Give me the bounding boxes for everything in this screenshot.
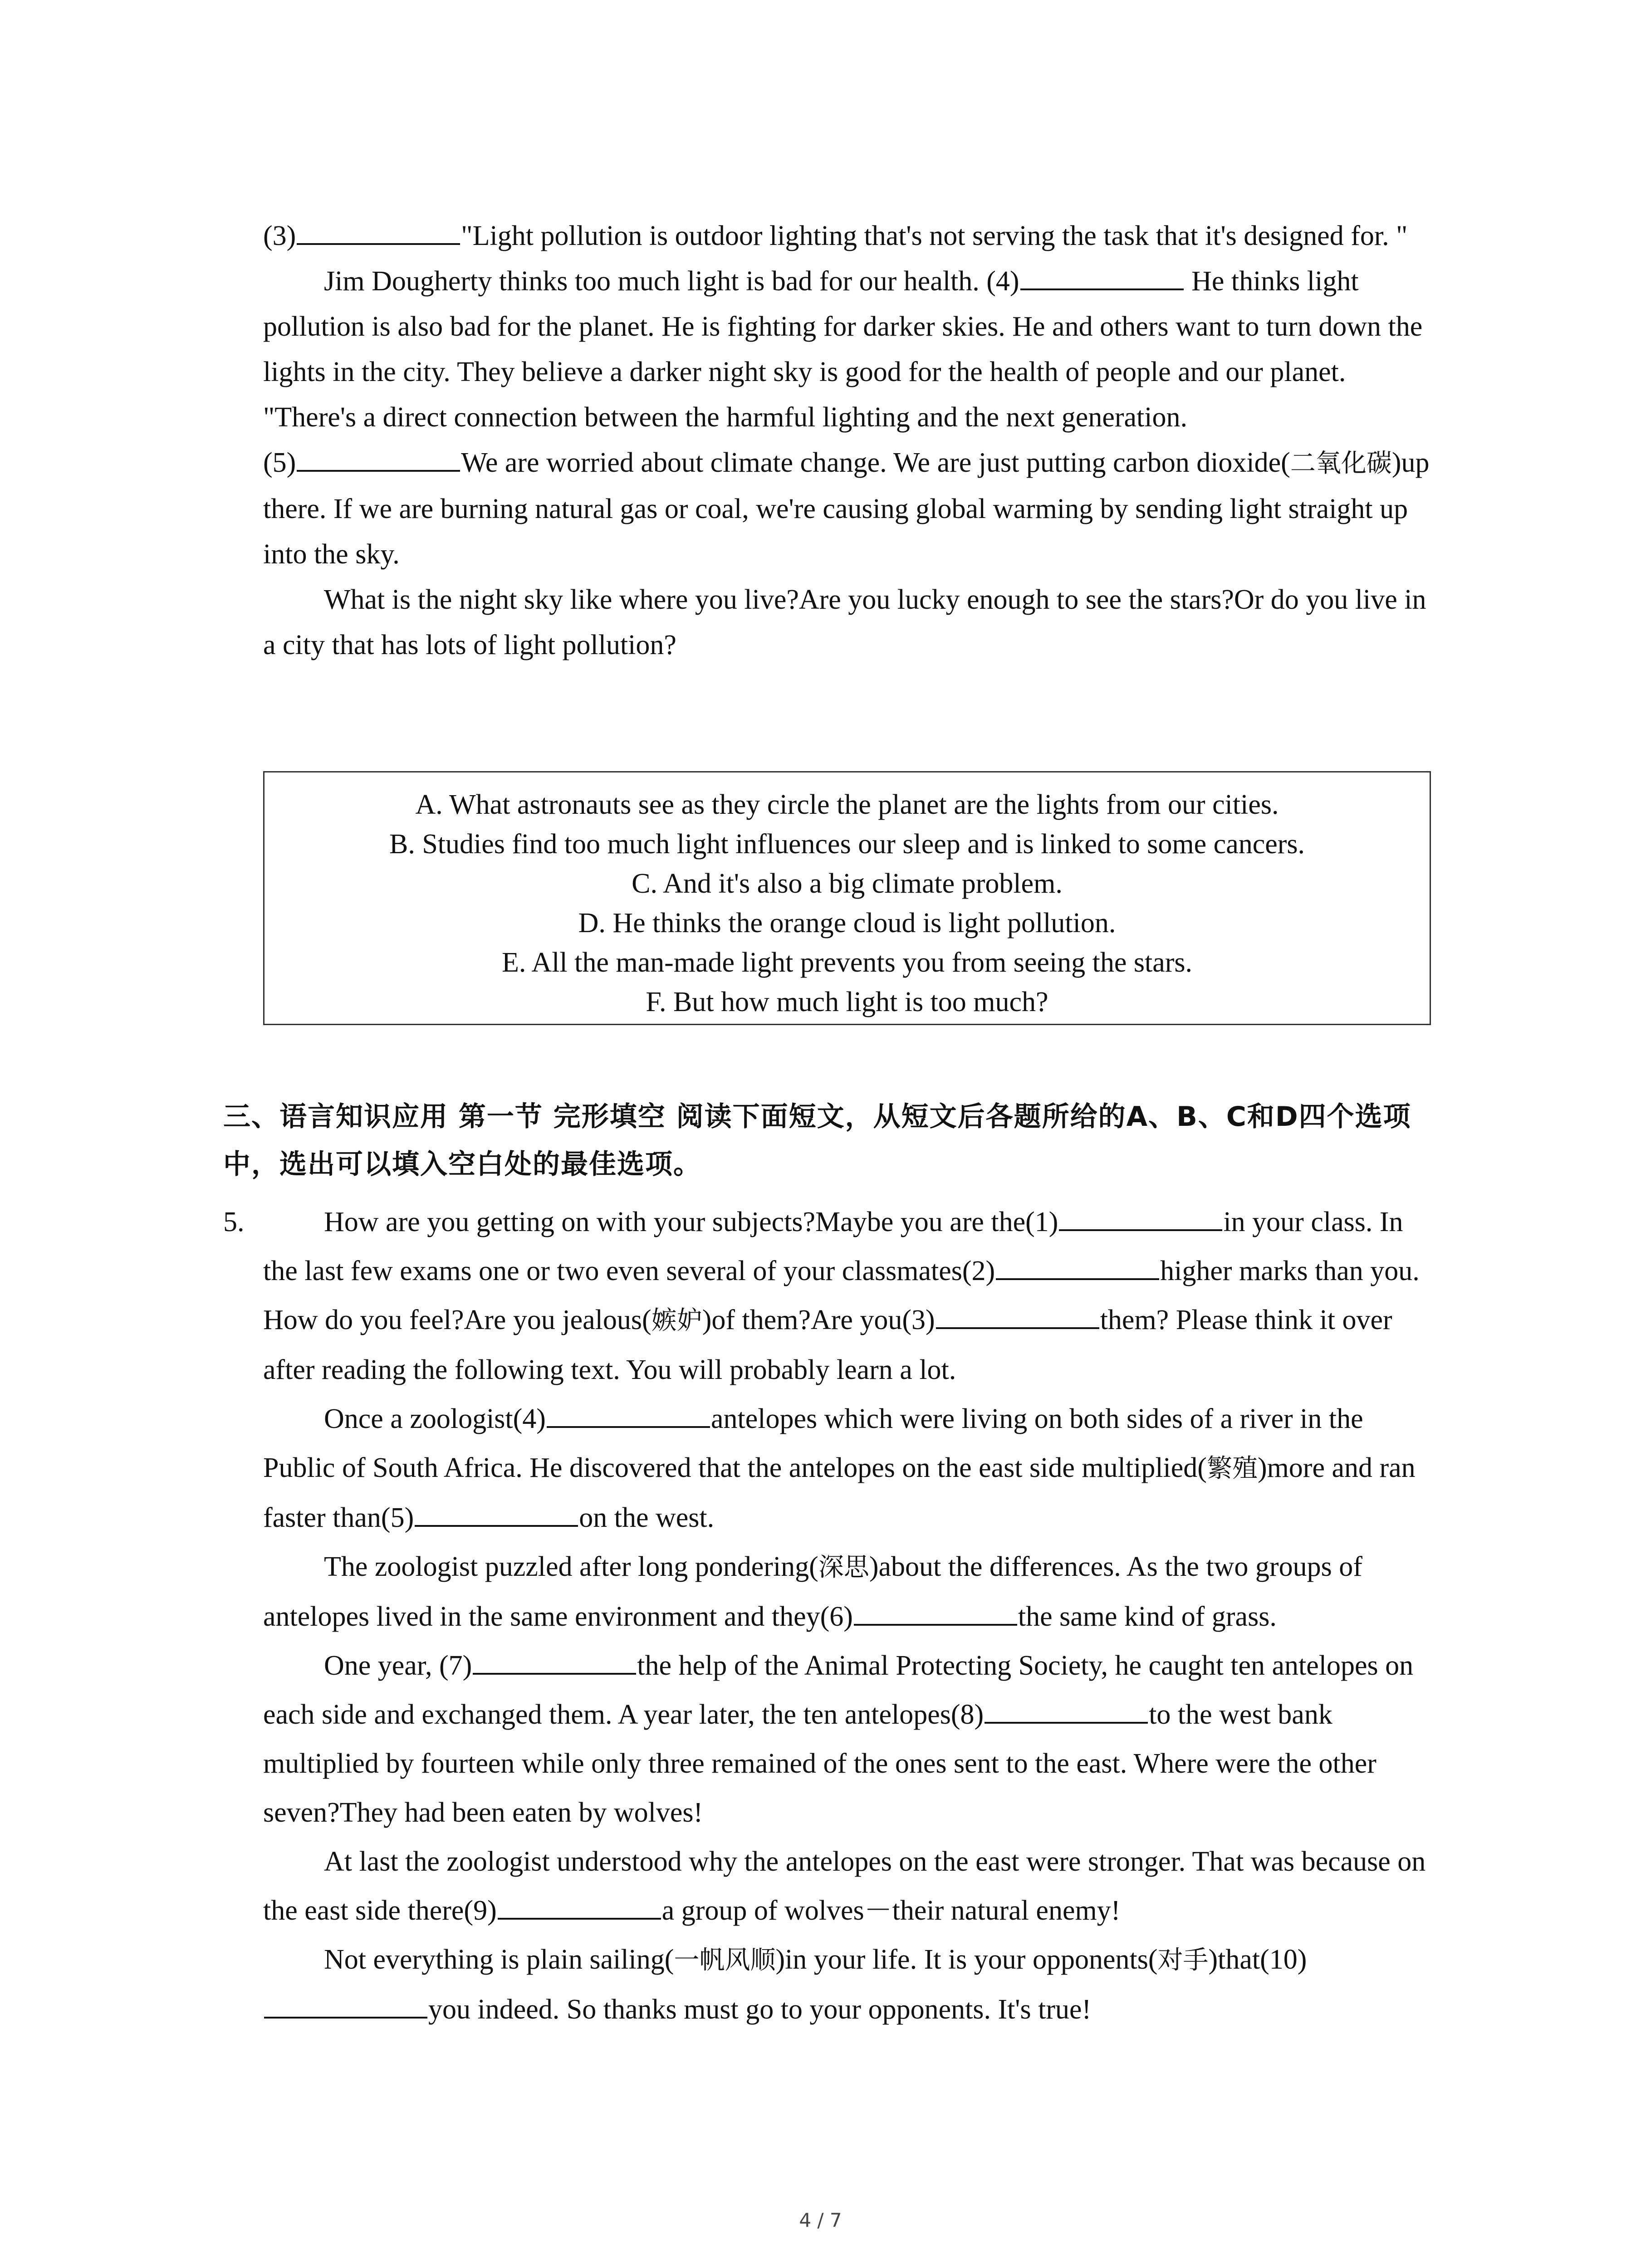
paragraph-text: the help of the Animal Protecting Society, he caught ten antelopes on each side and exchanged them. A year later, the ten antelopes(8)	[263, 1650, 1414, 1730]
paragraph-text: the same kind of grass.	[1018, 1601, 1277, 1632]
paragraph-2	[263, 259, 1434, 577]
chinese-gloss: 一帆风顺	[674, 1945, 776, 1975]
option-c: C. And it's also a big climate problem.	[632, 868, 1063, 899]
paragraph-text: Once a zoologist(4)	[324, 1403, 546, 1434]
paragraph-text: The zoologist puzzled after long pondering(	[324, 1551, 818, 1582]
option-e: E. All the man-made light prevents you from seeing the stars.	[501, 947, 1193, 978]
paragraph-text: )more and ran faster than(5)	[263, 1452, 1416, 1533]
paragraph-text: on the west.	[579, 1502, 715, 1533]
paragraph-text: )up there. If we are burning natural gas or coal, we're causing global warming by sending light straight up into the sky.	[263, 447, 1430, 570]
paragraph-text: )about the differences. As the two groups of antelopes lived in the same environment and they(6)	[263, 1551, 1362, 1632]
blank-1[interactable]	[1059, 1201, 1222, 1231]
blank-8[interactable]	[985, 1694, 1148, 1724]
blank-10[interactable]	[264, 1989, 427, 2019]
paragraph-3	[263, 1542, 1438, 1641]
paragraph-text: them? Please think it over after reading the following text. You will probably learn a lot.	[263, 1305, 1392, 1385]
blank-label-3: (3)	[263, 220, 296, 251]
page-number: 4 / 7	[799, 2209, 842, 2231]
paragraph-text: you indeed. So thanks must go to your opponents. It's true!	[428, 1994, 1092, 2025]
paragraph-3: What is the night sky like where you live?Are you lucky enough to see the stars?Or do you live in a city that has lots of light pollution?	[263, 584, 1426, 660]
paragraph-text: At last the zoologist understood why the antelopes on the east were stronger. That was because on the east side there(9)	[263, 1846, 1426, 1926]
paragraph-text: antelopes which were living on both sides of a river in the Public of South Africa. He discovered that the antelopes on the east side multiplied(	[263, 1403, 1363, 1483]
paragraph-text: We are worried about climate change. We are just putting carbon dioxide(	[461, 447, 1290, 478]
blank-4[interactable]	[547, 1398, 710, 1428]
paragraph-text: "Light pollution is outdoor lighting that's not serving the task that it's designed for. "	[461, 220, 1408, 251]
paragraph-text: How are you getting on with your subjects?Maybe you are the(1)	[324, 1207, 1058, 1237]
blank-3[interactable]	[936, 1299, 1099, 1329]
paragraph-text: a group of wolves－their natural enemy!	[661, 1895, 1121, 1926]
blank-2[interactable]	[996, 1250, 1159, 1280]
paragraph-6	[263, 1935, 1438, 2034]
paragraph-1	[263, 213, 1434, 259]
paragraph-text: )in your life. It is your opponents(	[775, 1944, 1158, 1975]
chinese-gloss: 对手	[1157, 1945, 1209, 1975]
blank-4[interactable]	[1020, 260, 1184, 290]
chinese-gloss: 二氧化碳	[1290, 449, 1392, 478]
option-a: A. What astronauts see as they circle the planet are the lights from our cities.	[415, 789, 1279, 820]
chinese-gloss: 深思	[818, 1553, 869, 1582]
option-f: F. But how much light is too much?	[646, 987, 1048, 1017]
paragraph-text: )of them?Are you(3)	[702, 1305, 935, 1335]
paragraph-text: to the west bank multiplied by fourteen while only three remained of the ones sent to the east. Where were the other seven?They had been eaten by wolves!	[263, 1699, 1376, 1828]
paragraph-text: Jim Dougherty thinks too much light is bad for our health. (4)	[324, 266, 1019, 297]
paragraph-text: He thinks light pollution is also bad for the planet. He is fighting for darker skies. He and others want to turn down the lights in the city. They believe a darker night sky is good for the health of people and our planet. "There's a direct connection between the harmful lighting and the next generation.	[263, 266, 1423, 433]
option-b: B. Studies find too much light influences our sleep and is linked to some cancers.	[389, 829, 1305, 860]
blank-3[interactable]	[297, 215, 460, 245]
question-number: 5.	[223, 1207, 245, 1237]
paragraph-text: in your class. In the last few exams one or two even several of your classmates(2)	[263, 1207, 1403, 1286]
blank-5[interactable]	[297, 442, 460, 472]
blank-9[interactable]	[498, 1890, 661, 1920]
option-d: D. He thinks the orange cloud is light pollution.	[578, 908, 1116, 938]
chinese-gloss: 嫉妒	[651, 1306, 702, 1335]
passage-antelopes	[263, 1198, 1438, 2034]
blank-label-5: (5)	[263, 447, 296, 478]
options-box	[263, 771, 1431, 1025]
paragraph-1	[263, 1198, 1438, 1394]
section-heading: 三、语言知识应用 第一节 完形填空 阅读下面短文，从短文后各题所给的A、B、C和D四个选项中，选出可以填入空白处的最佳选项。	[223, 1101, 1411, 1180]
paragraph-text: Not everything is plain sailing(	[324, 1944, 674, 1975]
paragraph-4	[263, 1641, 1438, 1837]
passage-light-pollution	[263, 213, 1434, 668]
blank-7[interactable]	[473, 1645, 636, 1675]
blank-6[interactable]	[854, 1596, 1017, 1626]
paragraph-text: )that(10)	[1208, 1944, 1307, 1975]
blank-5[interactable]	[415, 1497, 578, 1527]
paragraph-2	[263, 1394, 1438, 1542]
chinese-gloss: 繁殖	[1206, 1454, 1258, 1483]
paragraph-text: One year, (7)	[324, 1650, 472, 1681]
paragraph-text: higher marks than you. How do you feel?Are you jealous(	[263, 1256, 1420, 1335]
paragraph-5	[263, 1837, 1438, 1935]
